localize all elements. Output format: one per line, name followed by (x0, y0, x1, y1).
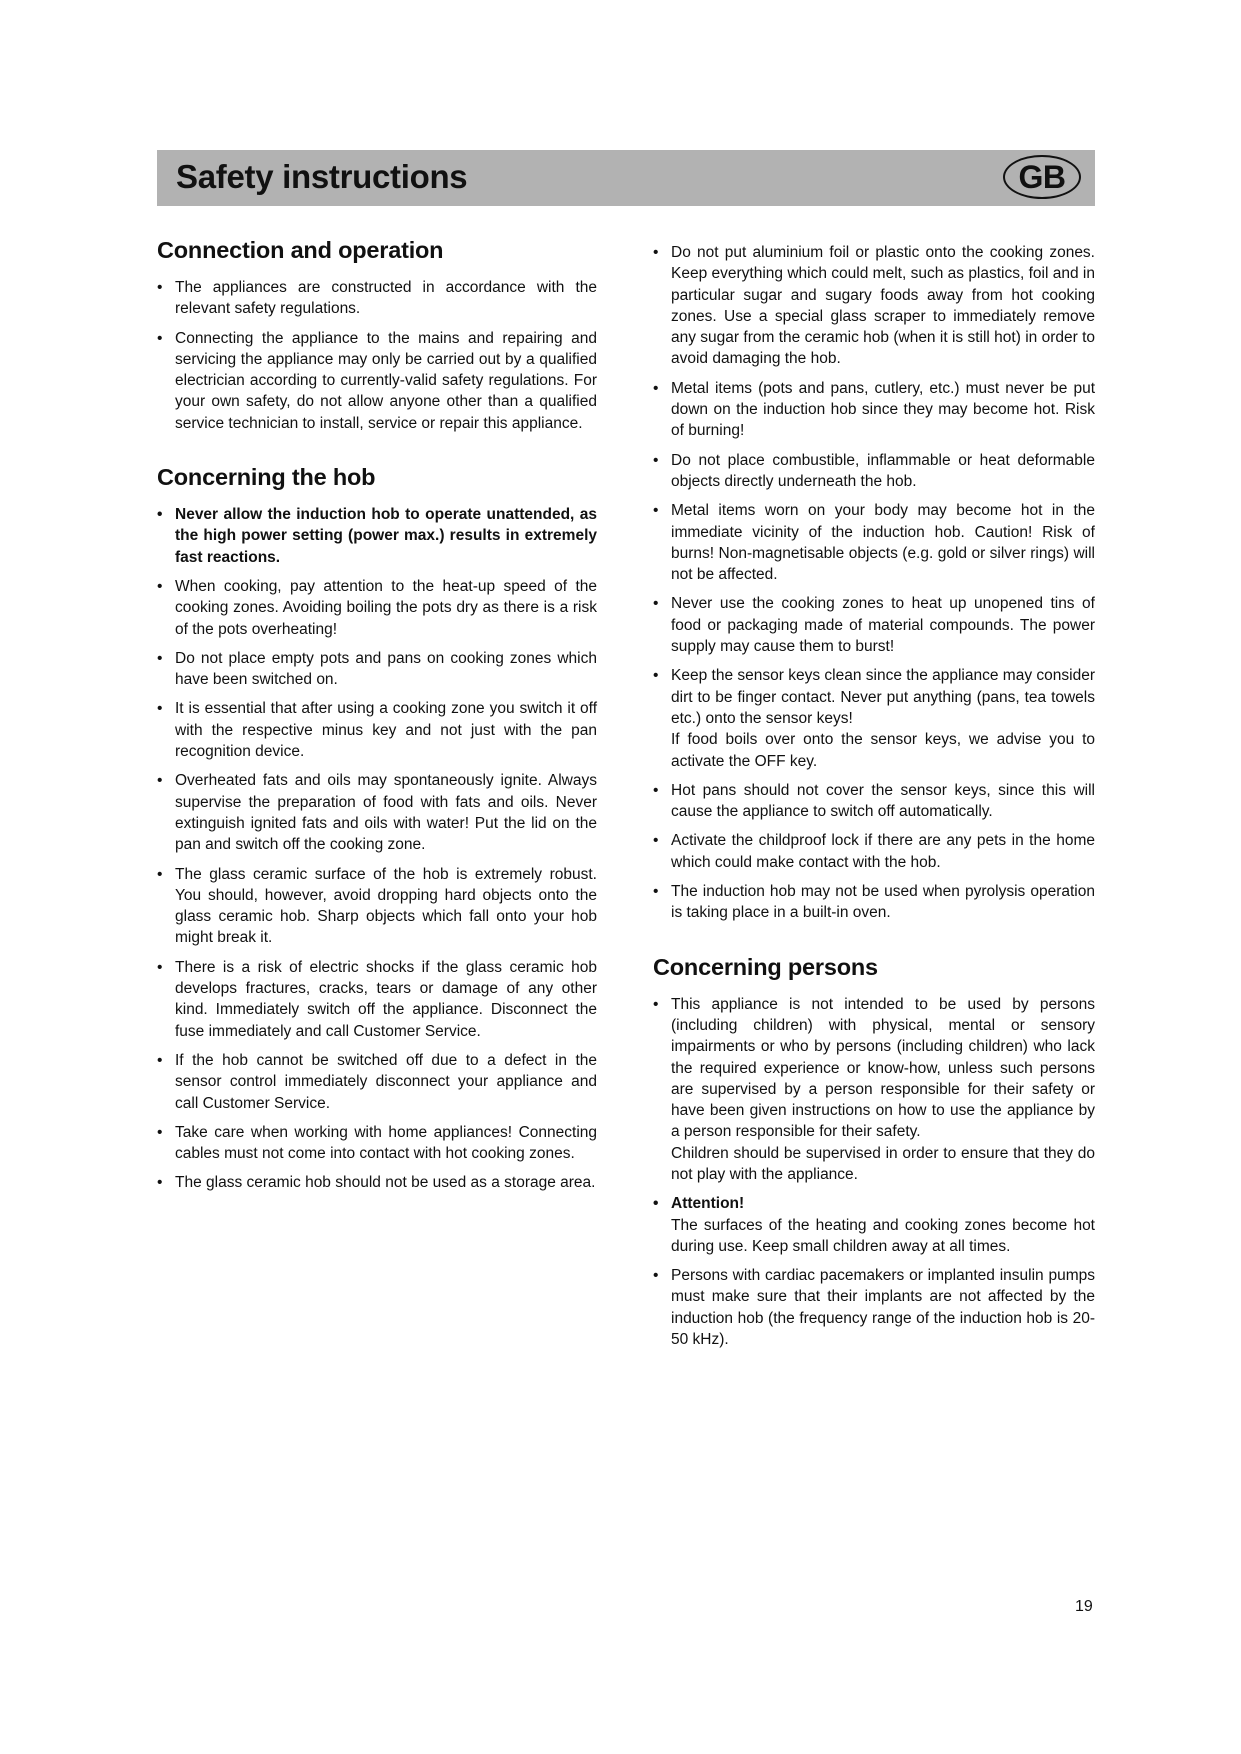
page-header (157, 150, 1095, 206)
bullet-icon: • (157, 577, 163, 595)
section-heading-persons: Concerning persons (653, 953, 878, 980)
bullet-icon: • (157, 506, 163, 524)
bullet-icon: • (653, 1267, 659, 1285)
list-item: • Keep the sensor keys clean since the appliance may consider dirt to be finger contact. Never put anything (pans, tea towels etc.) onto the sensor keys! If food boils over onto the sensor keys, we advise you to activate the OFF key. (653, 667, 1095, 770)
list-item: • Persons with cardiac pacemakers or implanted insulin pumps must make sure that their implants are not affected by the induction hob (the frequency range of the induction hob is 20-50 kHz). (653, 1267, 1095, 1349)
bullet-icon: • (157, 329, 163, 347)
list-item: • There is a risk of electric shocks if the glass ceramic hob develops fractures, cracks, tears or damage of any other kind. Immediately switch off the appliance. Disconnect the fuse immediately and call Customer Service. (157, 958, 597, 1040)
bullet-icon: • (157, 279, 163, 296)
list-item: • Do not put aluminium foil or plastic onto the cooking zones. Keep everything which could melt, such as plastics, foil and in particular sugar and sugary foods away from hot cooking zones. Use a special glass scraper to immediately remove any sugar from the ceramic hob (when it is still hot) in order to avoid damaging the hob. (653, 244, 1095, 368)
list-item: • It is essential that after using a cooking zone you switch it off with the respective minus key and not just with the pan recognition device. (157, 700, 597, 761)
list-item: • The induction hob may not be used when pyrolysis operation is taking place in a built-in oven. (653, 883, 1095, 922)
list-item: • Activate the childproof lock if there are any pets in the home which could make contact with the hob. (653, 832, 1095, 871)
list-item: • Overheated fats and oils may spontaneously ignite. Always supervise the preparation of food with fats and oils. Never extinguish ignited fats and oils with water! Put the lid on the pan and switch off the cooking zone. (157, 772, 597, 854)
list-item: • The glass ceramic hob should not be used as a storage area. (157, 1172, 597, 1193)
attention-item: • Attention! The surfaces of the heating and cooking zones become hot during use. Keep small children away at all times. (653, 1195, 1095, 1255)
list-item: • When cooking, pay attention to the heat-up speed of the cooking zones. Avoiding boiling the pots dry as there is a risk of the pots overheating! (157, 577, 597, 638)
bullet-icon: • (157, 1051, 163, 1069)
bullet-icon: • (157, 1174, 163, 1192)
bullet-icon: • (157, 865, 163, 883)
bullet-icon: • (157, 958, 163, 976)
list-item: • Do not place empty pots and pans on cooking zones which have been switched on. (157, 649, 597, 689)
page-number: 19 (1075, 1598, 1093, 1615)
bullet-icon: • (157, 1123, 163, 1141)
bullet-icon: • (653, 379, 659, 397)
list-item-warning: • Never allow the induction hob to operate unattended, as the high power setting (power max.) results in extremely fast reactions. (157, 506, 597, 566)
attention-label: Attention! (671, 1195, 745, 1213)
list-item: • Never use the cooking zones to heat up unopened tins of food or packaging made of material compounds. The power supply may cause them to burst! (653, 595, 1095, 656)
list-item: • If the hob cannot be switched off due to a defect in the sensor control immediately disconnect your appliance and call Customer Service. (157, 1051, 597, 1112)
right-column (653, 242, 1095, 1358)
bullet-icon: • (653, 781, 659, 799)
list-item: • The appliances are constructed in accordance with the relevant safety regulations. (157, 279, 597, 318)
list-item: • Do not place combustible, inflammable or heat deformable objects directly underneath the hob. (653, 451, 1095, 490)
country-badge: GB (1003, 155, 1081, 199)
section-heading-connection: Connection and operation (157, 237, 444, 263)
list-item: • This appliance is not intended to be used by persons (including children) with physical, mental or sensory impairments or who by persons (including children) who lack the required experience or know-how, unless such persons are supervised by a person responsible for their safety or have been given instructions on how to use the appliance by a person responsible for their safety. Children should be supervised in order to ensure that they do not play with the appliance. (653, 995, 1095, 1183)
bullet-icon: • (157, 772, 163, 790)
bullet-icon: • (653, 667, 659, 685)
bullet-icon: • (653, 1195, 659, 1213)
list-item: • The glass ceramic surface of the hob is extremely robust. You should, however, avoid dropping hard objects onto the glass ceramic hob. Sharp objects which fall onto your hob might break it. (157, 865, 597, 947)
list-item: • Hot pans should not cover the sensor keys, since this will cause the appliance to switch off automatically. (653, 781, 1095, 821)
bullet-icon: • (653, 883, 659, 901)
page-title: Safety instructions (176, 158, 468, 195)
list-item: • Metal items (pots and pans, cutlery, etc.) must never be put down on the induction hob since they may become hot. Risk of burning! (653, 379, 1095, 440)
bullet-icon: • (653, 451, 659, 469)
bullet-icon: • (653, 832, 659, 850)
bullet-icon: • (157, 649, 163, 667)
bullet-icon: • (653, 595, 659, 613)
list-item: • Take care when working with home appliances! Connecting cables must not come into contact with hot cooking zones. (157, 1123, 597, 1163)
bullet-icon: • (157, 700, 163, 718)
section-heading-hob: Concerning the hob (157, 464, 376, 491)
list-item: • Connecting the appliance to the mains and repairing and servicing the appliance may only be carried out by a qualified electrician according to currently-valid safety regulations. For your own safety, do not allow anyone other than a qualified service technician to install, service or repair this appliance. (157, 329, 597, 432)
bullet-icon: • (653, 995, 659, 1013)
bullet-icon: • (653, 502, 659, 520)
bullet-icon: • (653, 244, 659, 261)
left-column (157, 237, 597, 1202)
list-item: • Metal items worn on your body may become hot in the immediate vicinity of the induction hob. Caution! Risk of burns! Non-magnetisable objects (e.g. gold or silver rings) will not be affected. (653, 502, 1095, 584)
